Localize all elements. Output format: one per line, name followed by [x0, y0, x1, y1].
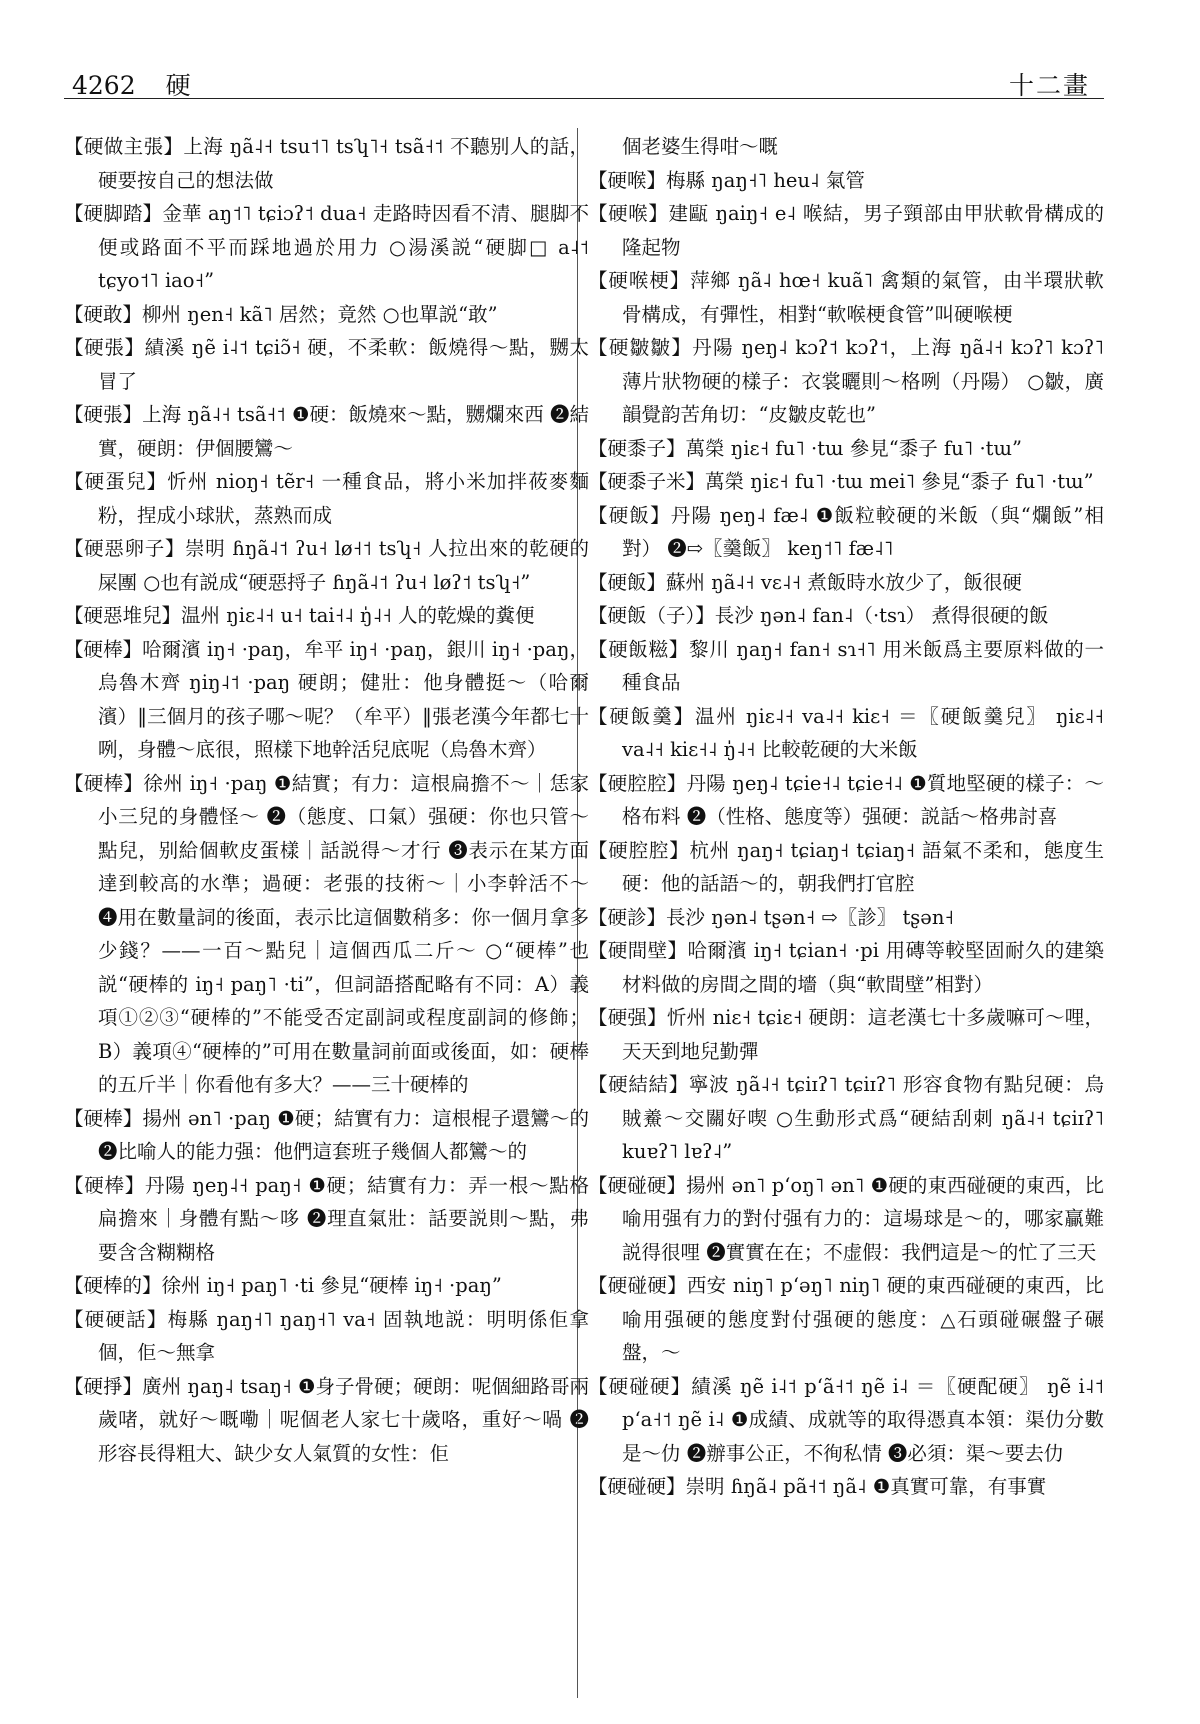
- dictionary-entry: 【硬碰硬】揚州 ən˥ pʻoŋ˥ ən˥ ❶硬的東西碰硬的東西，比喻用强有力的對付强有力的：這場球是～的，哪家贏難説得很哩 ❷實實在在；不虚假：我們這是～的忙了三天: [588, 1173, 1104, 1264]
- dictionary-entry: 【硬碰硬】績溪 ŋẽ i˨˦ pʻã˧˦ ŋẽ i˨ ＝〖硬配硬〗 ŋẽ i˨˦ pʻa˧˦ ŋẽ i˨ ❶成績、成就等的取得憑真本領：渠仂分數是～仂 ❷辦事公正，不徇私情 ❸必須：渠～要去仂: [588, 1374, 1104, 1465]
- dictionary-entry: 【硬做主張】上海 ŋã˨˧ tsu˦˥ tsʮ˥˧ tsã˧˦ 不聽别人的話，硬要按自己的想法做: [64, 135, 589, 192]
- dictionary-entry: 【硬棒】丹陽 ŋeŋ˨˧ paŋ˧ ❶硬；結實有力：弄一根～點格扁擔來｜身體有點～哆 ❷理直氣壯：話要説則～點，弗要含含糊糊格: [64, 1173, 589, 1264]
- right-column: [588, 130, 1104, 1700]
- dictionary-entry: 【硬敢】柳州 ŋen˧ kã˥ 居然；竟然 ○也單説“敢”: [64, 302, 498, 326]
- dictionary-entry: 【硬飯】蘇州 ŋã˨˧ vɛ˨˧ 煮飯時水放少了，飯很硬: [588, 570, 1022, 594]
- dictionary-entry: 【硬硬話】梅縣 ŋaŋ˧˥ ŋaŋ˧˥ va˧ 固執地説：明明係佢拿個，佢～無拿: [64, 1307, 589, 1364]
- dictionary-entry: 【硬間壁】哈爾濱 iŋ˧ tɕian˧ ·pi 用磚等較堅固耐久的建築材料做的房間之間的墻（與“軟間壁”相對）: [588, 939, 1104, 996]
- dictionary-entry: 【硬張】績溪 ŋẽ i˨˦ tɕiɔ̃˧ 硬，不柔軟：飯燒得～點，嬲太冒了: [64, 336, 589, 393]
- dictionary-entry: 【硬惡卵子】崇明 ɦŋã˨˦ ʔu˧ lø˧˦ tsʮ˧ 人拉出來的乾硬的屎團 ○也有説成“硬惡捋子 ɦŋã˨˦ ʔu˧ løʔ˦ tsʮ˧”: [64, 537, 589, 594]
- dictionary-entry: 【硬黍子】萬榮 ŋiɛ˧ fu˥ ·tɯ 參見“黍子 fu˥ ·tɯ”: [588, 436, 1022, 460]
- page-header: [64, 58, 1104, 99]
- dictionary-entry: 【硬飯（子）】長沙 ŋən˨ fan˨（·tsɿ） 煮得很硬的飯: [588, 604, 1049, 627]
- head-character: 硬: [165, 71, 191, 100]
- dictionary-entry: 【硬飯羹】温州 ŋiɛ˨˧ va˨˧ kiɛ˧ ＝〖硬飯羹兒〗 ŋiɛ˨˧ va˨˧ kiɛ˧˨ ŋ̍˨˧ 比較乾硬的大米飯: [588, 704, 1104, 761]
- dictionary-entry: 【硬惡堆兒】温州 ŋiɛ˨˧ u˧ tai˧˨ ŋ̍˨˧ 人的乾燥的糞便: [64, 604, 535, 627]
- dictionary-entry: 【硬張】上海 ŋã˨˧ tsã˧˦ ❶硬：飯燒來～點，嬲爛來西 ❷結實，硬朗：伊個腰鸞～: [64, 403, 589, 460]
- dictionary-entry: 【硬皺皺】丹陽 ŋeŋ˨ kɔʔ˦ kɔʔ˦，上海 ŋã˨˧ kɔʔ˥ kɔʔ˥ 薄片狀物硬的樣子：衣裳曬則～格咧（丹陽） ○皺，廣韻覺韵苦角切：“皮皺皮乾也”: [588, 336, 1104, 426]
- dictionary-entry: 【硬蛋兒】忻州 nioŋ˧ tẽr˧ 一種食品，將小米加拌莜麥麵粉，捏成小球狀，蒸熟而成: [64, 470, 589, 527]
- dictionary-entry: 【硬飯糍】黎川 ŋaŋ˧ fan˧ sɿ˧˥ 用米飯爲主要原料做的一種食品: [588, 637, 1104, 694]
- section-title: 十二畫: [1008, 71, 1090, 100]
- dictionary-entry: 【硬强】忻州 niɛ˧ tɕiɛ˧ 硬朗：這老漢七十多歲嘛可～哩，天天到地兒勤彈: [588, 1006, 1104, 1063]
- dictionary-entry: 【硬飯】丹陽 ŋeŋ˨ fæ˨ ❶飯粒較硬的米飯（與“爛飯”相對） ❷⇨〖羹飯〗 keŋ˦˥ fæ˨˥: [588, 503, 1104, 560]
- dictionary-entry: 【硬棒】揚州 ən˥ ·paŋ ❶硬；結實有力：這根棍子還鸞～的 ❷比喻人的能力强：他們這套班子幾個人都鸞～的: [64, 1106, 589, 1163]
- dictionary-entry: 【硬喉梗】萍鄉 ŋã˨ hœ˧ kuã˥ 禽類的氣管，由半環狀軟骨構成，有彈性，相對“軟喉梗食管”叫硬喉梗: [588, 269, 1104, 326]
- dictionary-entry: 【硬碰硬】西安 niŋ˥ pʻəŋ˥ niŋ˥ 硬的東西碰硬的東西，比喻用强硬的態度對付强硬的態度：△石頭碰碾盤子碾盤，～: [588, 1274, 1104, 1364]
- dictionary-entry: 【硬腔腔】杭州 ŋaŋ˧ tɕiaŋ˧ tɕiaŋ˧ 語氣不柔和，態度生硬：他的話語～的，朝我們打官腔: [588, 838, 1104, 895]
- header-left: [72, 66, 213, 102]
- dictionary-entry: 【硬黍子米】萬榮 ŋiɛ˧ fu˥ ·tɯ mei˥ 參見“黍子 fu˥ ·tɯ”: [588, 470, 1094, 493]
- dictionary-entry: 【硬診】長沙 ŋən˨ tʂən˧ ⇨〖診〗 tʂən˧: [588, 905, 955, 929]
- left-column: [64, 130, 589, 1700]
- dictionary-entry: 【硬喉】建甌 ŋaiŋ˧ e˨ 喉結，男子頸部由甲狀軟骨構成的隆起物: [588, 202, 1104, 259]
- page-number: 4262: [72, 71, 136, 100]
- dictionary-entry: 【硬棒的】徐州 iŋ˧ paŋ˥ ·ti 參見“硬棒 iŋ˧ ·paŋ”: [64, 1274, 502, 1297]
- dictionary-entry: 【硬腔腔】丹陽 ŋeŋ˨ tɕie˧˨ tɕie˧˨ ❶質地堅硬的樣子：～格布料 ❷（性格、態度等）强硬：説話～格弗討喜: [588, 771, 1104, 828]
- dictionary-entry-continued: 個老婆生得咁～嘅: [622, 135, 779, 158]
- dictionary-entry: 【硬脚踏】金華 aŋ˦˥ tɕiɔʔ˦ dua˧ 走路時因看不清、腿脚不便或路面不平而踩地過於用力 ○湯溪説“硬脚□ a˨˦ tɕyo˦˥ iao˧”: [64, 202, 589, 292]
- dictionary-entry: 【硬碰硬】崇明 ɦŋã˨ pã˧˦ ŋã˨ ❶真實可靠，有事實: [588, 1475, 1047, 1498]
- dictionary-entry: 【硬喉】梅縣 ŋaŋ˧˥ heu˨ 氣管: [588, 168, 865, 192]
- dictionary-entry: 【硬棒】徐州 iŋ˧ ·paŋ ❶結實；有力：這根扁擔不～｜恁家小三兒的身體怪～ ❷（態度、口氣）强硬：你也只管～點兒，别給個軟皮蛋樣｜話説得～才行 ❸表示在某方面達到較高的水準；過硬：老張的技術～｜小李幹活不～ ❹用在數量詞的後面，表示比這個數稍多：你一個月拿多少錢？——一百～點兒｜這個西瓜二斤～ ○“硬棒”也説“硬棒的 iŋ˧ paŋ˥ ·ti”，但詞語搭配略有不同：A）義項①②③“硬棒的”不能受否定副詞或程度副詞的修飾；B）義項④“硬棒的”可用在數量詞前面或後面，如：硬棒的五斤半｜你看他有多大？——三十硬棒的: [64, 771, 589, 1096]
- dictionary-entry: 【硬結結】寧波 ŋã˨˧ tɕiɪʔ˥ tɕiɪʔ˥ 形容食物有點兒硬：烏賊鯗～交關好喫 ○生動形式爲“硬結刮刺 ŋã˨˧ tɕiɪʔ˥ kuɐʔ˥ lɐʔ˨”: [588, 1073, 1104, 1163]
- dictionary-entry: 【硬棒】哈爾濱 iŋ˧ ·paŋ，牟平 iŋ˧ ·paŋ，銀川 iŋ˧ ·paŋ，烏魯木齊 ŋiŋ˨˦ ·paŋ 硬朗；健壯：他身體挺～（哈爾濱）‖三個月的孩子哪～呢？（牟平）‖張老漢今年都七十咧，身體～底很，照樣下地幹活兒底呢（烏魯木齊）: [64, 637, 589, 761]
- dictionary-entry: 【硬掙】廣州 ŋaŋ˨ tsaŋ˧ ❶身子骨硬；硬朗：呢個細路哥兩歲啫，就好～嘅嘞｜呢個老人家七十歲咯，重好～喎 ❷形容長得粗大、缺少女人氣質的女性：佢: [64, 1374, 589, 1465]
